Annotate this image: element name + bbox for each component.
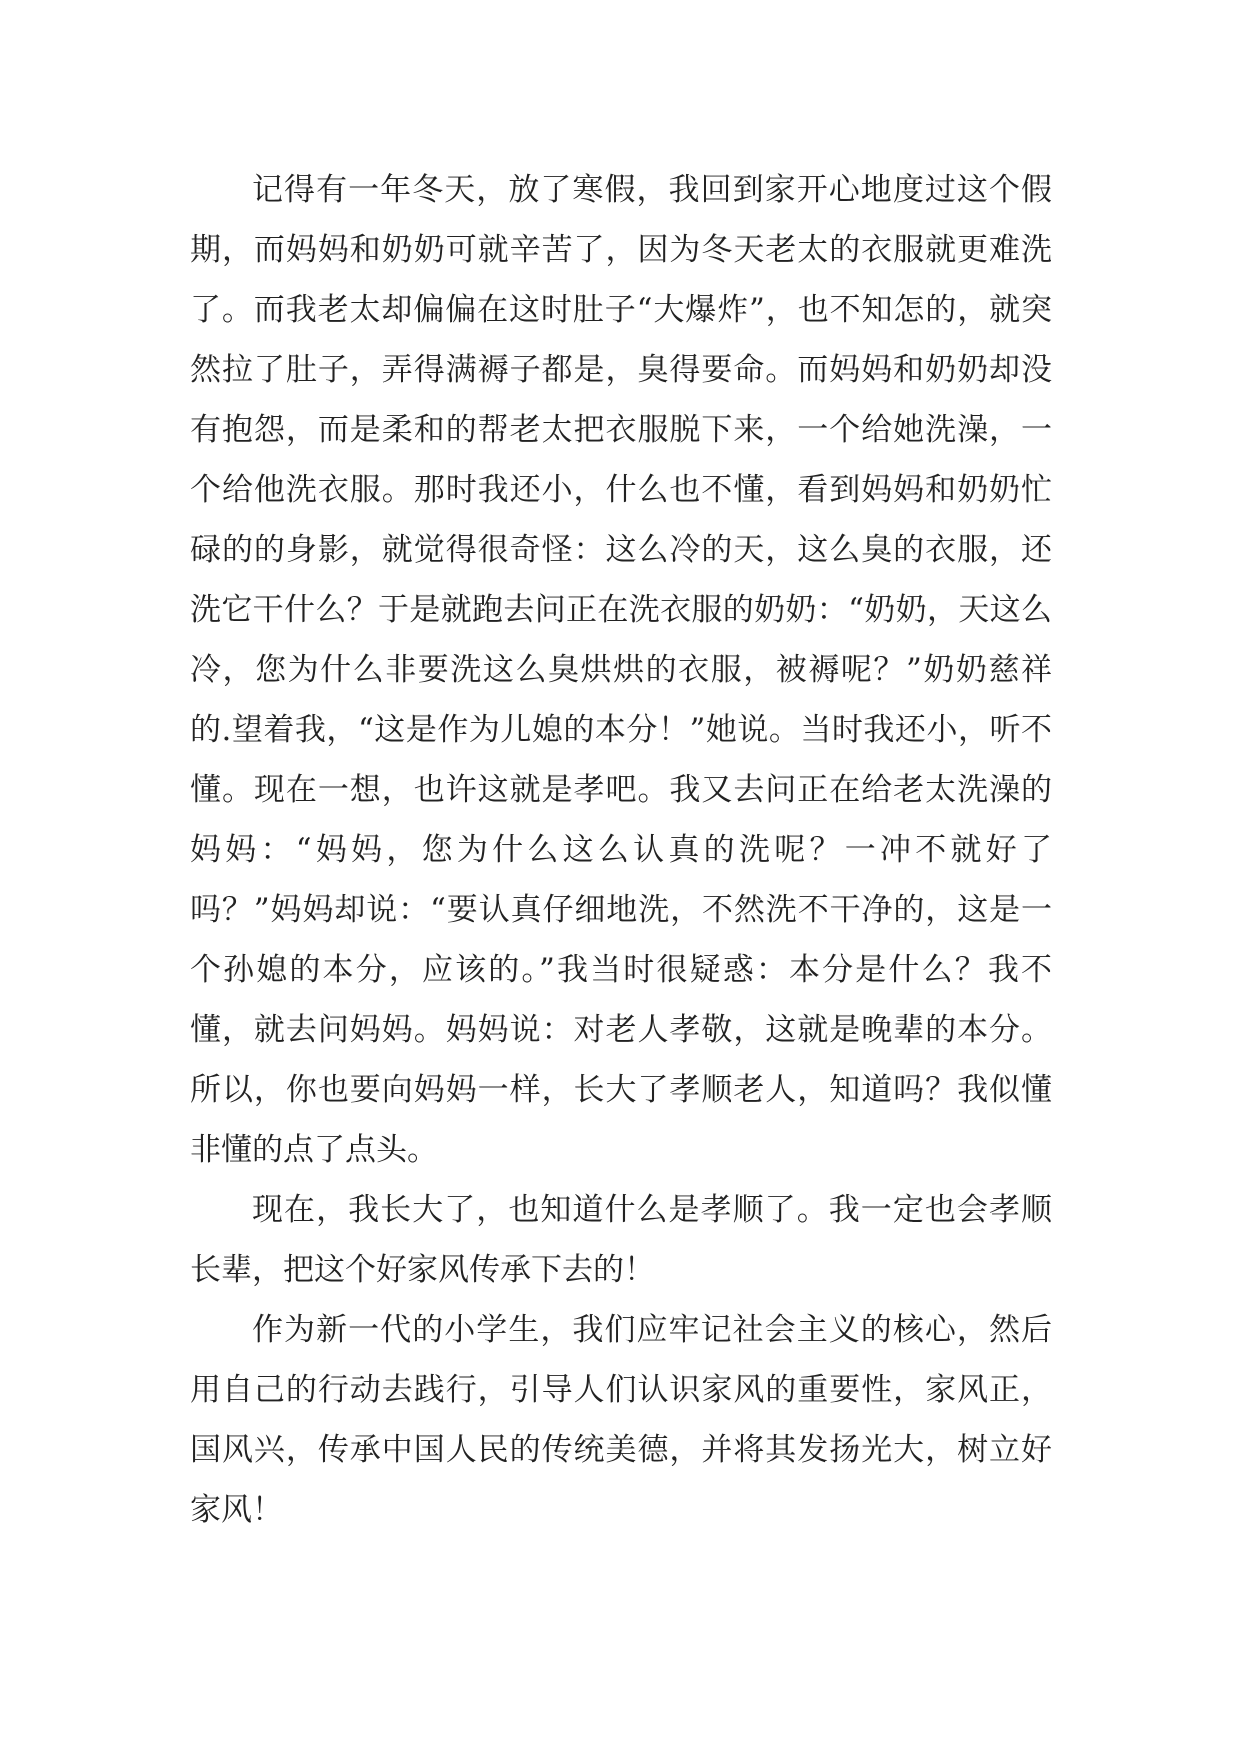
paragraph-2: 现在，我长大了，也知道什么是孝顺了。我一定也会孝顺长辈，把这个好家风传承下去的！ [190,1192,1052,1288]
paragraph-1: 记得有一年冬天，放了寒假，我回到家开心地度过这个假期，而妈妈和奶奶可就辛苦了，因为冬天老太的衣服就更难洗了。而我老太却偏偏在这时肚子“大爆炸”，也不知怎的，就突然拉了肚子，弄得满褥子都是，臭得要命。而妈妈和奶奶却没有抱怨，而是柔和的帮老太把衣服脱下来，一个给她洗澡，一个给他洗衣服。那时我还小，什么也不懂，看到妈妈和奶奶忙碌的的身影，就觉得很奇怪：这么冷的天，这么臭的衣服，还洗它干什么？于是就跑去问正在洗衣服的奶奶：“奶奶，天这么冷，您为什么非要洗这么臭烘烘的衣服，被褥呢？”奶奶慈祥的.望着我，“这是作为儿媳的本分！”她说。当时我还小，听不懂。现在一想，也许这就是孝吧。我又去问正在给老太洗澡的妈妈：“妈妈，您为什么这么认真的洗呢？一冲不就好了吗？”妈妈却说：“要认真仔细地洗，不然洗不干净的，这是一个孙媳的本分，应该的。”我当时很疑惑：本分是什么？我不懂，就去问妈妈。妈妈说：对老人孝敬，这就是晚辈的本分。所以，你也要向妈妈一样，长大了孝顺老人，知道吗？我似懂非懂的点了点头。 [190,172,1052,1168]
document-body [190,160,1052,1540]
paragraph-3: 作为新一代的小学生，我们应牢记社会主义的核心，然后用自己的行动去践行，引导人们认识家风的重要性，家风正，国风兴，传承中国人民的传统美德，并将其发扬光大，树立好家风！ [190,1312,1052,1528]
